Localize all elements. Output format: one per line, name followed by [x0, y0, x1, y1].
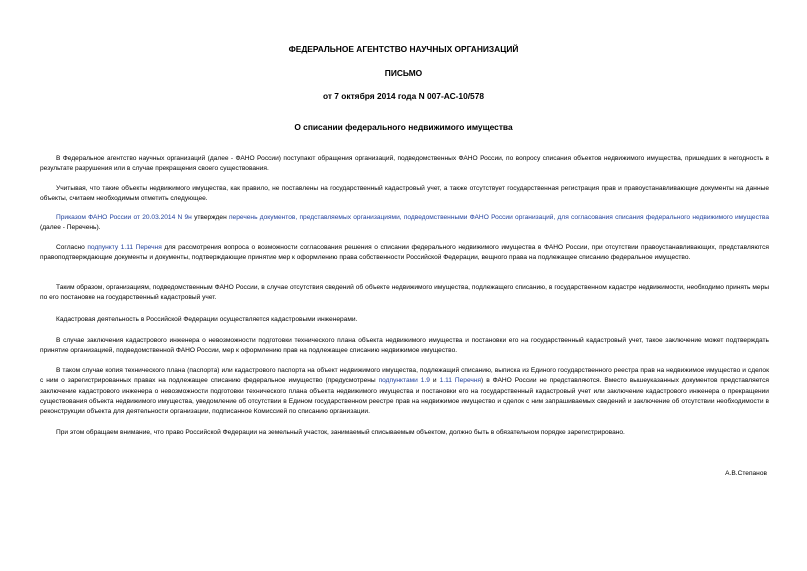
- agency-name: ФЕДЕРАЛЬНОЕ АГЕНТСТВО НАУЧНЫХ ОРГАНИЗАЦИЙ: [288, 44, 519, 54]
- paragraph-3-text-1: утвержден: [191, 214, 229, 221]
- subparagraph-1-11-link[interactable]: подпункту 1.11 Перечня: [87, 244, 162, 251]
- document-title: О списании федерального недвижимого имущества: [294, 122, 513, 132]
- paragraph-4-text-1: Согласно: [56, 244, 88, 251]
- subparagraph-1-11-list-link[interactable]: 1.11 Перечня: [439, 377, 482, 385]
- paragraph-2: Учитывая, что такие объекты недвижимого имущества, как правило, не поставлены на государственный кадастровый учет, а также отсутствует государственная регистрация прав и правоустанавливающие документы на данные объекты, считаем необходимым отметить следующее.: [40, 185, 769, 203]
- paragraph-1: В Федеральное агентство научных организаций (далее - ФАНО России) поступают обращения организаций, подведомственных ФАНО России, по вопросу списания объектов недвижимого имущества, пришедших в негодность в результате разрушения или в случае прекращения своего существования.: [40, 155, 769, 173]
- paragraph-8-text-2: и: [429, 377, 440, 385]
- document-date-number: от 7 октября 2014 года N 007-АС-10/578: [322, 91, 485, 101]
- paragraph-4: [40, 243, 769, 264]
- paragraph-6: Кадастровая деятельность в Российской Федерации осуществляется кадастровыми инженерами.: [56, 316, 358, 323]
- order-link[interactable]: Приказом ФАНО России от 20.03.2014 N 9н: [56, 214, 192, 221]
- signature: А.В.Степанов: [725, 470, 767, 477]
- paragraph-7: В случае заключения кадастрового инженера о невозможности подготовки технического плана объекта недвижимого имущества и постановки его на государственный кадастровый учет, такое заключение может подтверждать принятие организацией, подведомственной ФАНО России, мер к оформлению прав на подлежащее списанию недвижимое имущество.: [40, 337, 769, 355]
- paragraph-9: При этом обращаем внимание, что право Российской Федерации на земельный участок, занимаемый списываемым объектом, должно быть в обязательном порядке зарегистрировано.: [56, 429, 625, 436]
- subparagraph-1-9-link[interactable]: подпунктами 1.9: [378, 377, 430, 385]
- paragraph-8-text-1: В таком случае копия технического плана (паспорта) или кадастрового паспорта на объект недвижимого имущества, подлежащий списанию, выписка из Единого государственного реестра прав на недвижимое имущество и сделок с ним о зарегистрированных правах на подлежащее списанию федеральное имущество (предусмотрены: [40, 367, 769, 385]
- paragraph-3-text-2: (далее - Перечень).: [40, 224, 101, 232]
- paragraph-3: [40, 213, 769, 234]
- paragraph-8: [40, 366, 769, 417]
- paragraph-5: Таким образом, организациям, подведомственным ФАНО России, в случае отсутствия сведений об объекте недвижимого имущества, подлежащего списанию, в государственном кадастре недвижимости, необходимо принять меры по его постановке на государственный кадастровый учет.: [40, 284, 769, 302]
- documents-list-link[interactable]: перечень документов, представляемых организациями, подведомственными ФАНО России организаций, для согласования списания федерального недвижимого имущества: [228, 214, 770, 221]
- paragraph-4-text-2: для рассмотрения вопроса о возможности согласования решения о списании федерального недвижимого имущества в ФАНО России, при отсутствии правоустанавливающих, представляются правоподтверждающие документы и документы, подтверждающие принятие мер к оформлению права собственности Российской Федерации, вещного права на подлежащее списанию федеральное имущество.: [40, 244, 769, 262]
- document-type: ПИСЬМО: [384, 68, 423, 78]
- paragraph-8-text-3: ) в ФАНО России не представляются. Вместо вышеуказанных документов представляется заключение кадастрового инженера о невозможности подготовки технического плана объекта недвижимого имущества и постановки его на государственный кадастровый учет или заключение кадастрового инженера о прекращении существования объекта недвижимого имущества, уведомление об отсутствии в Едином государственном реестре прав на недвижимое имущество и сделок с ним запрашиваемых сведений и заключение об отсутствии необходимости в реконструкции объекта для деятельности организации, подписанное Комиссией по списанию организации.: [40, 377, 769, 416]
